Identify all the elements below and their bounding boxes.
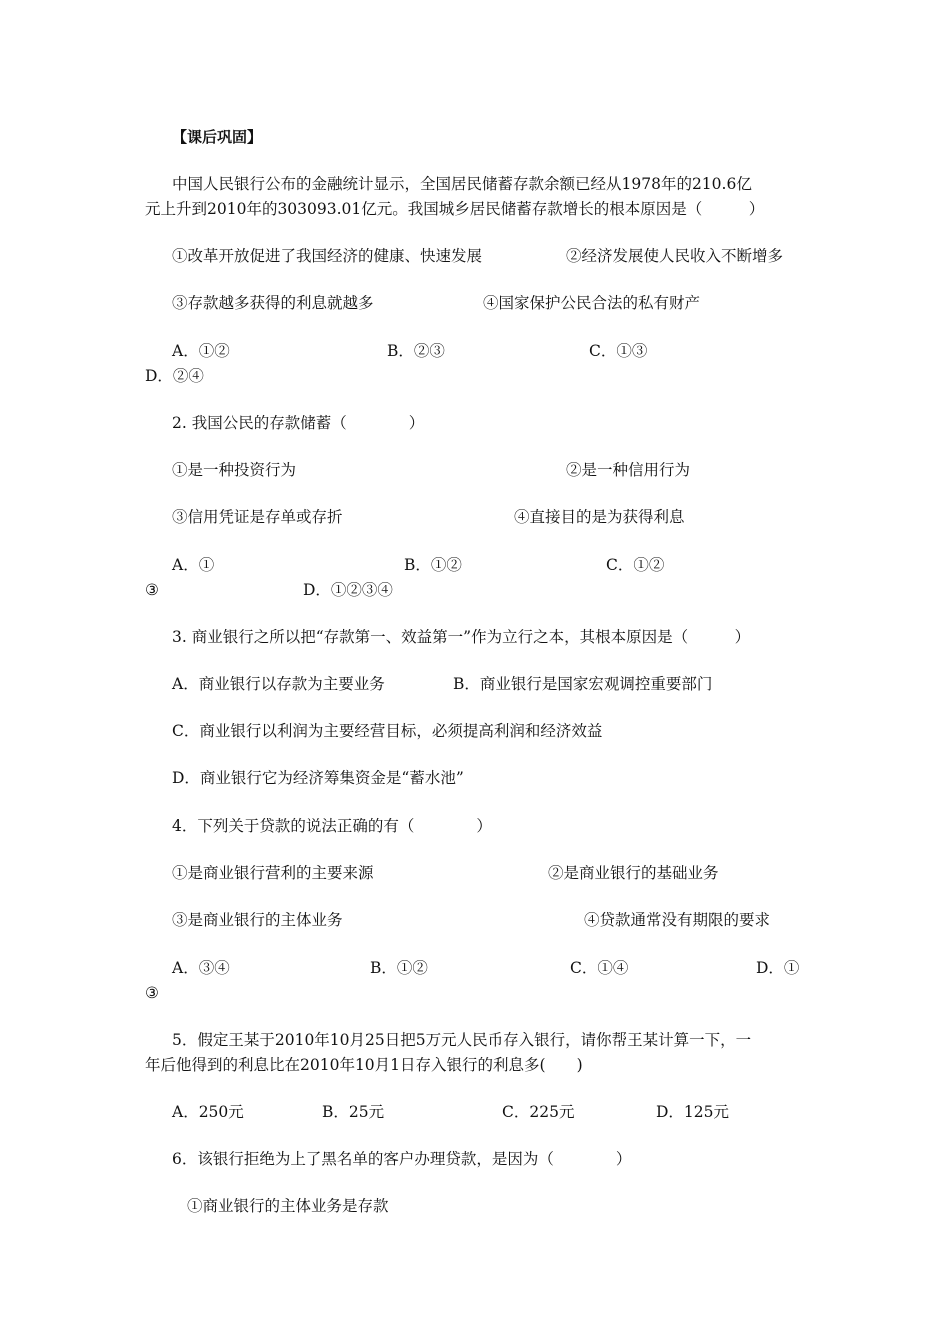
q2-option-2: ②是一种信用行为 [566,461,691,479]
q1-choice-b: B．②③ [387,342,445,360]
q5-choice-b: B．25元 [322,1103,385,1121]
q2-choice-c: C．①② [606,556,665,574]
q5-choice-a: A．250元 [172,1103,244,1121]
q2-option-4: ④直接目的是为获得利息 [514,508,685,526]
q2-choice-d: D．①②③④ [303,581,393,599]
q1-stem-line1: 中国人民银行公布的金融统计显示，全国居民储蓄存款余额已经从1978年的210.6亿 [172,175,752,193]
q2-choice-a: A．① [172,556,215,574]
q3-choice-d: D．商业银行它为经济筹集资金是“蓄水池” [172,769,464,787]
q4-choice-b: B．①② [370,959,428,977]
q4-choice-c: C．①④ [570,959,629,977]
q6-stem: 6．该银行拒绝为上了黑名单的客户办理贷款，是因为（ ） [172,1150,632,1168]
q4-option-2: ②是商业银行的基础业务 [548,864,719,882]
q1-choice-c: C．①③ [589,342,648,360]
q4-choice-d-wrap: ③ [145,984,159,1002]
q2-option-3: ③信用凭证是存单或存折 [172,508,343,526]
q5-stem-line1: 5．假定王某于2010年10月25日把5万元人民币存入银行，请你帮王某计算一下，一 [172,1031,752,1049]
section-title: 【课后巩固】 [172,128,263,146]
q2-option-1: ①是一种投资行为 [172,461,297,479]
q3-choice-a: A．商业银行以存款为主要业务 [172,675,385,693]
q4-stem: 4．下列关于贷款的说法正确的有（ ） [172,817,492,835]
q1-option-2: ②经济发展使人民收入不断增多 [566,247,784,265]
q4-option-1: ①是商业银行营利的主要来源 [172,864,374,882]
q5-choice-d: D．125元 [656,1103,730,1121]
q4-choice-a: A．③④ [172,959,230,977]
q3-stem: 3. 商业银行之所以把“存款第一、效益第一”作为立行之本，其根本原因是（ ） [172,628,751,646]
q4-option-3: ③是商业银行的主体业务 [172,911,343,929]
q1-option-4: ④国家保护公民合法的私有财产 [483,294,701,312]
q4-option-4: ④贷款通常没有期限的要求 [584,911,771,929]
q3-choice-c: C．商业银行以利润为主要经营目标，必须提高利润和经济效益 [172,722,603,740]
q5-choice-c: C．225元 [502,1103,575,1121]
q1-option-1: ①改革开放促进了我国经济的健康、快速发展 [172,247,483,265]
q3-choice-b: B．商业银行是国家宏观调控重要部门 [453,675,713,693]
q2-choice-b: B．①② [404,556,462,574]
q4-choice-d: D．① [756,959,800,977]
q1-stem-line2: 元上升到2010年的303093.01亿元。我国城乡居民储蓄存款增长的根本原因是（ ） [145,200,765,218]
q1-choice-d: D．②④ [145,367,204,385]
q2-stem: 2. 我国公民的存款储蓄（ ） [172,414,425,432]
q6-option-1: ①商业银行的主体业务是存款 [187,1197,389,1215]
q5-stem-line2: 年后他得到的利息比在2010年10月1日存入银行的利息多( ) [145,1056,583,1074]
q2-choice-c-wrap: ③ [145,581,159,599]
q1-option-3: ③存款越多获得的利息就越多 [172,294,374,312]
q1-choice-a: A．①② [172,342,230,360]
